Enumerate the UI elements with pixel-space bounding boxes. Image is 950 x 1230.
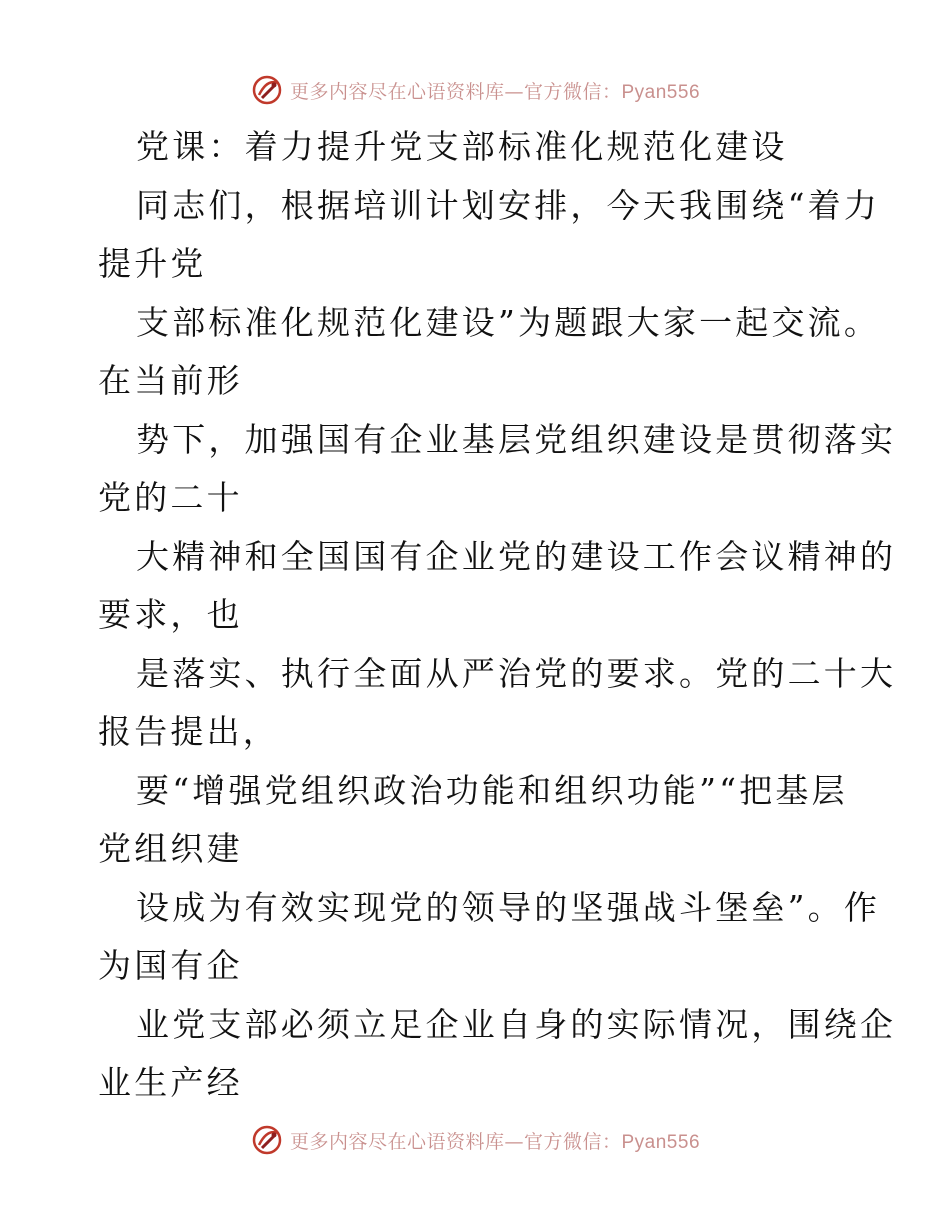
text-line: 党的二十 (98, 478, 243, 517)
document-body (98, 118, 897, 1113)
text-line: 势下，加强国有企业基层党组织建设是贯彻落实 (136, 419, 897, 459)
text-line: 同志们，根据培训计划安排，今天我围绕“着力 (136, 185, 881, 225)
text-line: 要求，也 (98, 595, 243, 634)
footer-banner-brand: Pyan556 (621, 1131, 701, 1153)
text-line: 党组织建 (98, 829, 243, 868)
logo-icon (250, 1123, 284, 1157)
footer-banner-inner (250, 1123, 700, 1157)
logo-icon (250, 73, 284, 107)
footer-watermark-banner (0, 1120, 950, 1160)
document-title: 党课：着力提升党支部标准化规范化建设 (136, 127, 788, 166)
footer-banner-text: 更多内容尽在心语资料库—官方微信：Pyan556 (289, 1130, 701, 1153)
header-banner-inner (250, 73, 700, 107)
text-line: 业党支部必须立足企业自身的实际情况，围绕企 (136, 1004, 897, 1044)
text-line: 业生产经 (98, 1063, 243, 1102)
text-line: 为国有企 (98, 946, 243, 985)
text-line: 是落实、执行全面从严治党的要求。党的二十大 (136, 653, 897, 693)
header-watermark-banner (0, 70, 950, 110)
text-line: 设成为有效实现党的领导的坚强战斗堡垒”。作 (136, 887, 881, 927)
text-line: 支部标准化规范化建设”为题跟大家一起交流。 (136, 302, 881, 342)
text-line: 大精神和全国国有企业党的建设工作会议精神的 (136, 536, 897, 576)
text-line: 在当前形 (98, 361, 243, 400)
text-line: 报告提出， (98, 712, 279, 751)
text-line: 要“增强党组织政治功能和组织功能”“把基层 (136, 770, 848, 810)
header-banner-brand: Pyan556 (621, 81, 701, 103)
text-line: 提升党 (98, 244, 207, 283)
header-banner-text: 更多内容尽在心语资料库—官方微信：Pyan556 (289, 80, 701, 103)
